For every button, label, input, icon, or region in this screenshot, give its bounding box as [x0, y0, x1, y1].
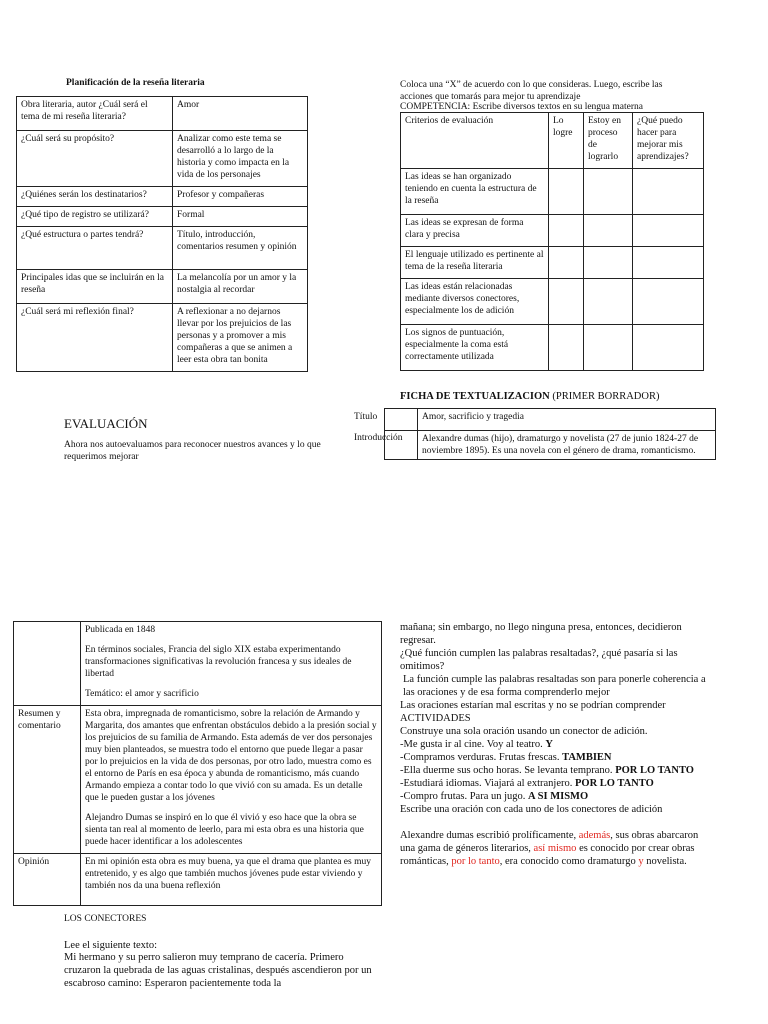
intro-context: En términos sociales, Francia del siglo XIX estaba experimentando transformaciones significativas la revolución francesa y sus ideales de libertad	[85, 645, 352, 679]
check-cell[interactable]	[584, 169, 633, 215]
planning-question: ¿Qué tipo de registro se utilizará?	[17, 207, 173, 227]
activity-item	[400, 738, 706, 751]
check-cell[interactable]	[549, 169, 584, 215]
table-row	[385, 409, 716, 431]
ficha-label-cell	[385, 431, 418, 460]
opinion-label: Opinión	[14, 854, 81, 906]
activity-connector: A SI MISMO	[528, 791, 589, 802]
check-cell[interactable]	[584, 325, 633, 371]
evaluation-text: Ahora nos autoevaluamos para reconocer nuestros avances y lo que requerimos mejorar	[64, 440, 321, 462]
table-row	[17, 227, 308, 270]
planning-answer: Analizar como este tema se desarrolló a lo largo de la historia y como impacta en la vida de los personajes	[173, 131, 308, 187]
table-row	[17, 187, 308, 207]
criteria-instruction: Coloca una “X” de acuerdo con lo que consideras. Luego, escribe las acciones que tomarás para mejor tu aprendizaje	[400, 80, 663, 102]
right-column	[400, 621, 706, 868]
intro-published: Publicada en 1848	[85, 625, 156, 635]
activity-text: -Compro frutas. Para un jugo.	[400, 791, 526, 802]
competency-text: COMPETENCIA: Escribe diversos textos en su lengua materna	[400, 102, 643, 112]
conectores-text: Mi hermano y su perro salieron muy temprano de cacería. Primero cruzaron la quebrada de las aguas cristalinas, después ascendieron por un escabroso camino: Esperaron pacientemente toda la	[64, 952, 372, 989]
intro-cont-label	[14, 622, 81, 706]
activities-instruction: Construye una sola oración usando un conector de adición.	[400, 726, 648, 737]
activity-connector: Y	[545, 739, 553, 750]
titulo-value: Amor, sacrificio y tragedia	[418, 409, 716, 431]
highlight-connector: así mismo	[533, 843, 577, 854]
check-cell[interactable]	[584, 247, 633, 279]
planning-question: Principales idas que se incluirán en la reseña	[17, 270, 173, 304]
planning-answer: Formal	[173, 207, 308, 227]
resumen-cell	[81, 706, 382, 854]
check-cell[interactable]	[584, 215, 633, 247]
read-label: Lee el siguiente texto:	[64, 940, 158, 951]
intro-label: Introducción	[354, 433, 403, 443]
criteria-cell: Los signos de puntuación, especialmente la coma está correctamente utilizada	[401, 325, 549, 371]
improve-cell[interactable]	[633, 279, 704, 325]
activity-item	[400, 790, 706, 803]
table-row	[401, 169, 704, 215]
planning-answer: La melancolía por un amor y la nostalgia al recordar	[173, 270, 308, 304]
ficha-title-rest: (PRIMER BORRADOR)	[549, 391, 660, 402]
activity-connector: POR LO TANTO	[574, 778, 654, 789]
check-cell[interactable]	[549, 325, 584, 371]
table-row	[401, 325, 704, 371]
resumen-text: Esta obra, impregnada de romanticismo, sobre la relación de Armando y Margarita, dos amantes que enfrentan obstáculos debido a la presión social y los prejuicios de su familia de Armando. Esta además de ver dos personajes muy bien planteados, se muestra todo el entorno que puede llegar a pasar por lo prejuicios en la vida de dos personas, por otro lado, muestra como es el entorno de París en esa época y abunda de romanticismo, más cuando Armando empieza a contar todo lo que vivió con su amada. Es un detalle que le pueden gustar a los jóvenes	[85, 709, 377, 803]
planning-question: ¿Cuál será su propósito?	[17, 131, 173, 187]
function-answer: La función cumple las palabras resaltadas son para ponerle coherencia a las oraciones y de esa forma comprenderlo mejor	[403, 674, 706, 698]
criteria-cell: El lenguaje utilizado es pertinente al tema de la reseña literaria	[401, 247, 549, 279]
intro-cont-cell	[81, 622, 382, 706]
intro-theme: Temático: el amor y sacrificio	[85, 689, 199, 699]
ficha-continuation-table	[13, 621, 382, 906]
activity-text: -Estudiará idiomas. Viajará al extranjero.	[400, 778, 573, 789]
highlight-connector: además	[578, 830, 611, 841]
table-row	[14, 706, 382, 854]
comentario-text: Alejandro Dumas se inspiró en lo que él vivió y eso hace que la obra se sienta tan real al momento de leerlo, para mi esta obra es una historia que puede hacer identificar a los adolescentes	[85, 813, 364, 847]
titulo-label: Título	[354, 412, 378, 422]
criteria-header: Estoy en proceso de lograrlo	[584, 113, 633, 169]
table-row	[17, 304, 308, 372]
check-cell[interactable]	[584, 279, 633, 325]
ficha-label-cell	[385, 409, 418, 431]
table-header-row	[401, 113, 704, 169]
table-row	[17, 270, 308, 304]
table-row	[401, 279, 704, 325]
planning-question: ¿Cuál será mi reflexión final?	[17, 304, 173, 372]
criteria-header: ¿Qué puedo hacer para mejorar mis aprendizajes?	[633, 113, 704, 169]
evaluation-heading: EVALUACIÓN	[64, 416, 148, 431]
highlight-connector: y	[638, 856, 644, 867]
ficha-title-bold: FICHA DE TEXTUALIZACION	[400, 391, 550, 402]
planning-table	[16, 96, 308, 372]
activity-text: -Ella duerme sus ocho horas. Se levanta temprano.	[400, 765, 613, 776]
opinion-text: En mi opinión esta obra es muy buena, ya que el drama que plantea es muy entretenido, y es algo que también muchos jóvenes pude estar viviendo y también nos da una buena reflexión	[81, 854, 382, 906]
improve-cell[interactable]	[633, 247, 704, 279]
table-row	[14, 622, 382, 706]
table-row	[401, 215, 704, 247]
ficha-title	[400, 390, 659, 403]
criteria-cell: Las ideas están relacionadas mediante diversos conectores, especialmente los de adición	[401, 279, 549, 325]
planning-answer: A reflexionar a no dejarnos llevar por los prejuicios de las personas y a promover a mis compañeras a que se animen a leer esta obra tan bonita	[173, 304, 308, 372]
criteria-header: Lo logre	[549, 113, 584, 169]
final-text: Alexandre dumas escribió prolíficamente,	[400, 830, 579, 841]
final-text: , sus obras abarcaron una gama de géneros literarios,	[400, 830, 699, 854]
table-row	[14, 854, 382, 906]
improve-cell[interactable]	[633, 215, 704, 247]
activity-text: -Compramos verduras. Frutas frescas.	[400, 752, 560, 763]
final-text: novelista.	[643, 856, 687, 867]
table-row	[17, 131, 308, 187]
criteria-header: Criterios de evaluación	[401, 113, 549, 169]
activity-text: -Me gusta ir al cine. Voy al teatro.	[400, 739, 543, 750]
planning-title: Planificación de la reseña literaria	[66, 78, 205, 88]
conectores-heading: LOS CONECTORES	[64, 914, 147, 924]
function-question: ¿Qué función cumplen las palabras resaltadas?, ¿qué pasaría si las omitimos?	[400, 648, 678, 672]
table-row	[17, 97, 308, 131]
planning-question: ¿Quiénes serán los destinatarios?	[17, 187, 173, 207]
ficha-table	[384, 408, 716, 460]
criteria-table	[400, 112, 704, 371]
criteria-cell: Las ideas se expresan de forma clara y precisa	[401, 215, 549, 247]
resumen-label: Resumen y comentario	[14, 706, 81, 854]
activity-connector: TAMBIEN	[562, 752, 612, 763]
check-cell[interactable]	[549, 215, 584, 247]
activity-connector: POR LO TANTO	[615, 765, 694, 776]
improve-cell[interactable]	[633, 169, 704, 215]
table-row	[385, 431, 716, 460]
planning-question: Obra literaria, autor ¿Cuál será el tema de mi reseña literaria?	[17, 97, 173, 131]
final-text: es conocido por crear obras románticas,	[400, 843, 695, 867]
final-text: , era conocido como dramaturgo	[499, 856, 639, 867]
improve-cell[interactable]	[633, 325, 704, 371]
activity-item	[400, 777, 706, 790]
planning-answer: Amor	[173, 97, 308, 131]
table-row	[401, 247, 704, 279]
planning-answer: Profesor y compañeras	[173, 187, 308, 207]
function-answer-2: Las oraciones estarían mal escritas y no se podrían comprender	[400, 700, 666, 711]
activity-item	[400, 751, 706, 764]
check-cell[interactable]	[549, 247, 584, 279]
final-paragraph	[400, 829, 706, 868]
highlight-connector: por lo tanto	[451, 856, 500, 867]
check-cell[interactable]	[549, 279, 584, 325]
activities-heading: ACTIVIDADES	[400, 713, 471, 724]
activity-item	[400, 764, 706, 777]
planning-question: ¿Qué estructura o partes tendrá?	[17, 227, 173, 270]
text-continuation: mañana; sin embargo, no llego ninguna presa, entonces, decidieron regresar.	[400, 622, 682, 646]
planning-answer: Título, introducción, comentarios resumen y opinión	[173, 227, 308, 270]
table-row	[17, 207, 308, 227]
intro-value: Alexandre dumas (hijo), dramaturgo y novelista (27 de junio 1824-27 de noviembre 1895). Es una novela con el género de drama, romanticismo.	[418, 431, 716, 460]
write-instruction: Escribe una oración con cada uno de los conectores de adición	[400, 804, 663, 815]
criteria-cell: Las ideas se han organizado teniendo en cuenta la estructura de la reseña	[401, 169, 549, 215]
